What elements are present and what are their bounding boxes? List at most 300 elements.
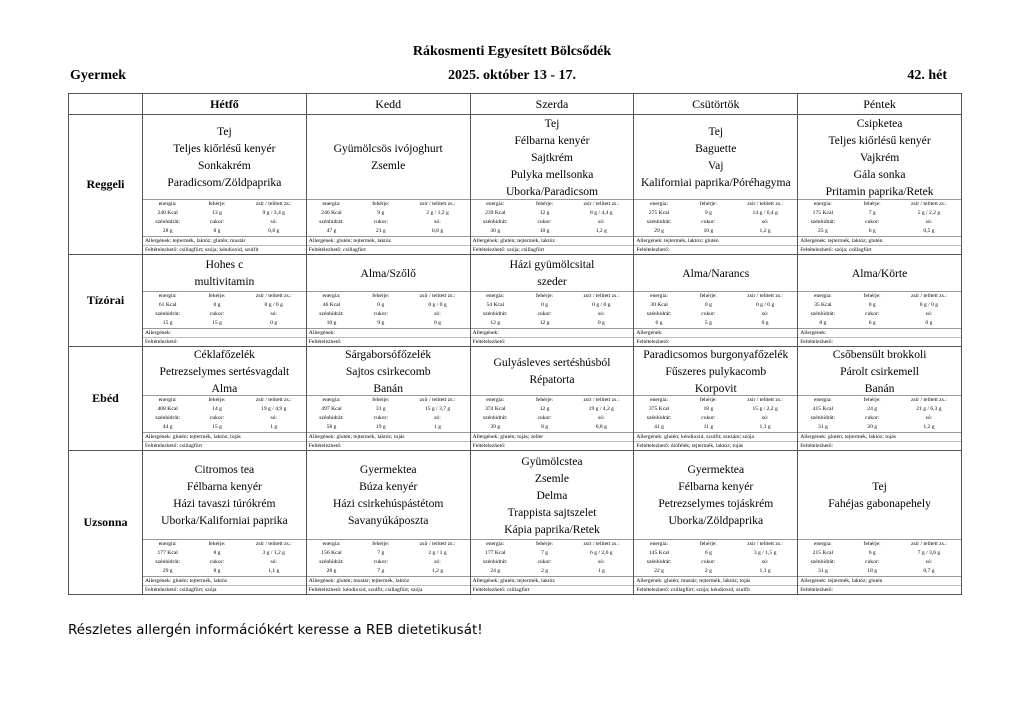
- carb-label: szénhidrát:: [155, 559, 180, 565]
- protein-label: fehérje:: [536, 293, 554, 299]
- protein-label: fehérje:: [863, 293, 881, 299]
- food-item: Pritamin paprika/Retek: [825, 184, 934, 198]
- sugar-label: cukor:: [865, 311, 880, 317]
- carb-label: szénhidrát:: [646, 559, 672, 565]
- food-list: [798, 255, 961, 291]
- salt-label: só:: [761, 219, 769, 225]
- food-list: [307, 451, 470, 539]
- food-list: [634, 255, 797, 291]
- salt-label: só:: [925, 415, 933, 421]
- salt-label: só:: [270, 311, 277, 317]
- protein-label: fehérje:: [699, 541, 717, 547]
- food-list: [634, 115, 797, 199]
- protein-label: fehérje:: [536, 397, 554, 403]
- protein-value: 0 g: [213, 302, 221, 308]
- food-list: [471, 255, 634, 291]
- sugar-label: cukor:: [701, 415, 716, 421]
- fat-label: zsír / telített zs.:: [583, 293, 620, 299]
- food-item: Zsemle: [371, 159, 406, 172]
- menu-cell: [798, 347, 962, 451]
- energy-label: energia:: [486, 397, 505, 403]
- protein-value: 12 g: [539, 406, 550, 412]
- energy-value: 408 Kcal: [157, 406, 178, 412]
- fat-value: 0 g / 0 g: [592, 302, 611, 308]
- protein-value: 0 g: [541, 302, 549, 308]
- possible-allergens: Feltételezhető: szója; csillagfürt: [471, 245, 634, 254]
- food-item: Répatorta: [529, 373, 575, 386]
- meal-row: [69, 451, 962, 595]
- protein-value: 18 g: [703, 406, 714, 412]
- protein-value: 7 g: [541, 550, 549, 556]
- protein-label: fehérje:: [536, 541, 554, 547]
- food-item: Csipketea: [856, 116, 903, 130]
- salt-label: só:: [270, 559, 277, 565]
- day-monday: Hétfő: [143, 94, 307, 115]
- possible-allergens: Feltételezhető:: [798, 585, 961, 594]
- sugar-value: 15 g: [212, 424, 222, 430]
- possible-allergens: Feltételezhető:: [798, 337, 961, 346]
- sugar-label: cukor:: [209, 559, 225, 565]
- energy-label: energia:: [486, 293, 505, 299]
- energy-label: energia:: [322, 397, 341, 403]
- sugar-label: cukor:: [865, 219, 880, 225]
- carb-value: 24 g: [490, 568, 501, 574]
- fat-label: zsír / telített zs.:: [911, 397, 947, 403]
- fat-label: zsír / telített zs.:: [419, 201, 456, 207]
- energy-value: 375 Kcal: [648, 406, 670, 412]
- food-item: Uborka/Paradicsom: [505, 184, 599, 198]
- menu-cell: [143, 451, 307, 595]
- salt-value: 1,2 g: [431, 568, 444, 574]
- fat-label: zsír / telített zs.:: [911, 541, 947, 547]
- nutrition-grid: [143, 539, 306, 576]
- carb-value: 29 g: [654, 228, 664, 234]
- salt-value: 0,5 g: [923, 228, 935, 234]
- food-item: Házi csirkehúspástétom: [332, 497, 444, 510]
- day-header-row: [69, 94, 962, 115]
- energy-value: 240 Kcal: [157, 210, 178, 216]
- salt-label: só:: [598, 311, 605, 317]
- carb-value: 39 g: [490, 424, 501, 430]
- food-item: Tej: [217, 125, 232, 138]
- carb-label: szénhidrát:: [646, 219, 672, 225]
- fat-label: zsír / telített zs.:: [747, 201, 783, 207]
- protein-label: fehérje:: [372, 201, 390, 207]
- salt-value: 0,8 g: [268, 228, 280, 234]
- sugar-label: cukor:: [537, 559, 552, 565]
- energy-label: energia:: [486, 541, 505, 547]
- sugar-value: 10 g: [539, 228, 550, 234]
- energy-label: energia:: [322, 293, 341, 299]
- sugar-value: 18 g: [867, 568, 878, 574]
- day-tuesday: Kedd: [306, 94, 470, 115]
- energy-label: energia:: [158, 293, 177, 299]
- day-wednesday: Szerda: [470, 94, 634, 115]
- sugar-label: cukor:: [537, 311, 552, 317]
- protein-value: 6 g: [704, 550, 712, 556]
- allergens: Allergének: glutén; tejtermék, laktóz: [471, 236, 634, 245]
- meal-row: [69, 347, 962, 451]
- menu-cell: [470, 115, 634, 255]
- energy-value: 35 Kcal: [814, 302, 832, 308]
- sugar-value: 10 g: [703, 228, 714, 234]
- fat-label: zsír / telített zs.:: [255, 397, 292, 403]
- protein-value: 6 g: [868, 550, 876, 556]
- energy-label: energia:: [650, 541, 669, 547]
- protein-value: 8 g: [213, 550, 221, 556]
- nutrition-grid: [798, 395, 961, 432]
- food-item: Gyermektea: [687, 463, 745, 476]
- protein-label: fehérje:: [208, 397, 226, 403]
- food-item: Pulyka mellsonka: [510, 167, 594, 181]
- carb-value: 31 g: [817, 424, 828, 430]
- fat-value: 0 g / 0 g: [755, 302, 775, 308]
- sugar-value: 15 g: [212, 320, 222, 326]
- menu-cell: [798, 115, 962, 255]
- allergens: Allergének: tejtermék, laktóz; glutén: [634, 236, 797, 245]
- food-item: szeder: [537, 275, 567, 288]
- food-item: Uborka/Zöldpaprika: [668, 514, 764, 527]
- energy-value: 177 Kcal: [157, 550, 178, 556]
- sugar-value: 9 g: [377, 320, 385, 326]
- carb-value: 29 g: [162, 568, 173, 574]
- food-item: Gyermektea: [359, 463, 417, 476]
- energy-value: 246 Kcal: [321, 210, 342, 216]
- possible-allergens: Feltételezhető: csillagfürt; szója; kéndioxid, szulfit: [634, 585, 797, 594]
- energy-value: 54 Kcal: [486, 302, 505, 308]
- fat-label: zsír / telített zs.:: [255, 293, 292, 299]
- carb-value: 6 g: [655, 320, 663, 326]
- food-item: Uborka/Kaliforniai paprika: [161, 514, 288, 527]
- carb-value: 41 g: [654, 424, 664, 430]
- allergens: Allergének: glutén; tejtermék, laktóz: [471, 576, 634, 585]
- possible-allergens: Feltételezhető: csillagfürt: [471, 585, 634, 594]
- menu-cell: [634, 255, 798, 347]
- sugar-label: cukor:: [537, 219, 552, 225]
- carb-value: 8 g: [819, 320, 827, 326]
- possible-allergens: Feltételezhető:: [307, 441, 470, 450]
- food-list: [143, 451, 306, 539]
- food-item: Alma/Szőlő: [360, 266, 416, 280]
- energy-value: 145 Kcal: [648, 550, 670, 556]
- salt-value: 0 g: [270, 320, 278, 326]
- sugar-value: 8 g: [213, 228, 221, 234]
- salt-label: só:: [598, 559, 605, 565]
- food-item: Gulyásleves sertéshúsból: [493, 356, 611, 369]
- salt-label: só:: [434, 415, 441, 421]
- allergens: Allergének: tejtermék, laktóz; glutén: [798, 576, 961, 585]
- food-item: Banán: [373, 381, 403, 395]
- allergens: Allergének: glutén; tejtermék, laktóz; tojás: [798, 432, 961, 441]
- carb-label: szénhidrát:: [319, 559, 344, 565]
- salt-value: 0 g: [597, 320, 605, 326]
- carb-label: szénhidrát:: [482, 415, 508, 421]
- fat-label: zsír / telített zs.:: [419, 293, 456, 299]
- menu-cell: [306, 347, 470, 451]
- fat-value: 19 g / 4,9 g: [261, 406, 287, 412]
- food-item: Petrezselymes tojáskrém: [658, 497, 774, 510]
- energy-label: energia:: [486, 201, 505, 207]
- energy-label: energia:: [158, 541, 177, 547]
- energy-value: 156 Kcal: [321, 550, 342, 556]
- fat-label: zsír / telített zs.:: [747, 541, 783, 547]
- protein-value: 14 g: [212, 406, 222, 412]
- energy-value: 61 Kcal: [158, 302, 177, 308]
- meal-name: Ebéd: [69, 347, 143, 451]
- food-item: Kaliforniai paprika/Póréhagyma: [640, 176, 791, 189]
- food-item: Tej: [872, 480, 887, 493]
- possible-allergens: Feltételezhető: csillagfürt: [143, 441, 306, 450]
- carb-label: szénhidrát:: [646, 311, 672, 317]
- fat-value: 9 g / 3,4 g: [262, 210, 285, 216]
- food-item: Paradicsom/Zöldpaprika: [167, 176, 282, 189]
- nutrition-grid: [307, 395, 470, 432]
- sugar-value: 6 g: [868, 228, 876, 234]
- food-list: [307, 347, 470, 395]
- food-item: Paradicsomos burgonyafőzelék: [643, 347, 789, 361]
- allergens: Allergének:: [143, 328, 306, 337]
- nutrition-grid: [634, 291, 797, 328]
- sugar-label: cukor:: [865, 559, 880, 565]
- possible-allergens: Feltételezhető:: [307, 337, 470, 346]
- carb-label: szénhidrát:: [482, 219, 508, 225]
- fat-label: zsír / telített zs.:: [583, 201, 620, 207]
- protein-value: 24 g: [867, 406, 878, 412]
- sugar-label: cukor:: [701, 311, 716, 317]
- nutrition-grid: [307, 199, 470, 236]
- food-item: Teljes kiőrlésű kenyér: [173, 142, 276, 155]
- food-item: Csőbensült brokkoli: [832, 347, 927, 361]
- food-item: Házi tavaszi túrókrém: [173, 497, 276, 510]
- protein-label: fehérje:: [863, 541, 881, 547]
- sugar-label: cukor:: [373, 311, 388, 317]
- fat-label: zsír / telített zs.:: [911, 293, 947, 299]
- fat-value: 5 g / 2,2 g: [917, 210, 941, 216]
- food-item: Hohes c: [205, 258, 244, 271]
- salt-value: 1,1 g: [759, 424, 771, 430]
- footer-note: Részletes allergén információkért keresse a REB dietetikusát!: [68, 622, 483, 638]
- sugar-label: cukor:: [865, 415, 880, 421]
- food-item: Sonkakrém: [197, 159, 251, 172]
- food-item: Alma/Narancs: [682, 266, 750, 280]
- menu-cell: [634, 115, 798, 255]
- day-friday: Péntek: [798, 94, 962, 115]
- fat-label: zsír / telített zs.:: [911, 201, 947, 207]
- food-list: [471, 347, 634, 395]
- salt-label: só:: [270, 219, 277, 225]
- food-item: Sárgaborsófőzelék: [345, 347, 432, 361]
- sugar-value: 8 g: [213, 568, 221, 574]
- salt-label: só:: [598, 219, 605, 225]
- possible-allergens: Feltételezhető: diófélék; tejtermék, laktóz; tojás: [634, 441, 797, 450]
- sugar-label: cukor:: [373, 415, 388, 421]
- fat-label: zsír / telített zs.:: [747, 293, 783, 299]
- energy-label: energia:: [158, 201, 177, 207]
- salt-value: 1 g: [270, 424, 278, 430]
- fat-value: 0 g / 0 g: [264, 302, 283, 308]
- salt-value: 0 g: [434, 320, 442, 326]
- menu-cell: [306, 451, 470, 595]
- carb-value: 58 g: [326, 424, 337, 430]
- possible-allergens: Feltételezhető: csillagfürt; szója: [143, 585, 306, 594]
- protein-label: fehérje:: [208, 293, 226, 299]
- salt-label: só:: [270, 415, 277, 421]
- salt-value: 0 g: [925, 320, 933, 326]
- food-item: Félbarna kenyér: [514, 133, 590, 147]
- carb-label: szénhidrát:: [155, 415, 180, 421]
- possible-allergens: Feltételezhető:: [471, 441, 634, 450]
- food-item: Savanyúkáposzta: [347, 514, 429, 527]
- food-item: Banán: [864, 381, 895, 395]
- nutrition-grid: [634, 199, 797, 236]
- salt-label: só:: [761, 559, 769, 565]
- sugar-value: 7 g: [377, 568, 385, 574]
- page-title: Rákosmenti Egyesített Bölcsődék: [412, 44, 612, 59]
- food-list: [634, 451, 797, 539]
- protein-label: fehérje:: [372, 293, 390, 299]
- nutrition-grid: [307, 291, 470, 328]
- food-list: [798, 347, 961, 395]
- food-item: Tej: [544, 116, 560, 130]
- food-item: Petrezselymes sertésvagdalt: [159, 364, 290, 378]
- possible-allergens: Feltételezhető: kéndioxid, szulfit; csillagfürt; szója: [307, 585, 470, 594]
- fat-value: 15 g / 2,2 g: [752, 406, 778, 412]
- fat-value: 19 g / 4,2 g: [588, 406, 614, 412]
- salt-label: só:: [434, 219, 441, 225]
- food-item: Félbarna kenyér: [186, 480, 262, 493]
- sugar-label: cukor:: [209, 311, 225, 317]
- energy-value: 415 Kcal: [812, 406, 834, 412]
- carb-value: 28 g: [326, 568, 337, 574]
- menu-cell: [306, 115, 470, 255]
- fat-value: 7 g / 3,6 g: [917, 550, 941, 556]
- fat-value: 21 g / 6,3 g: [916, 406, 942, 412]
- energy-label: energia:: [158, 397, 177, 403]
- food-item: Kápia paprika/Retek: [504, 522, 600, 536]
- food-list: [798, 115, 961, 199]
- fat-value: 15 g / 3,7 g: [424, 406, 451, 412]
- allergens: Allergének:: [634, 328, 797, 337]
- sugar-value: 2 g: [541, 568, 549, 574]
- nutrition-grid: [798, 539, 961, 576]
- food-item: Gála sonka: [853, 167, 906, 181]
- sugar-value: 6 g: [868, 320, 876, 326]
- sugar-value: 5 g: [704, 320, 712, 326]
- energy-label: energia:: [322, 201, 341, 207]
- energy-label: energia:: [650, 397, 669, 403]
- menu-cell: [634, 451, 798, 595]
- fat-value: 0 g / 0 g: [919, 302, 939, 308]
- carb-value: 30 g: [490, 228, 501, 234]
- carb-value: 22 g: [654, 568, 664, 574]
- food-item: Vajkrém: [859, 150, 900, 164]
- sugar-label: cukor:: [701, 559, 716, 565]
- food-item: Céklafőzelék: [193, 347, 255, 361]
- salt-value: 0,8 g: [431, 228, 444, 234]
- salt-value: 1 g: [597, 568, 605, 574]
- nutrition-grid: [798, 199, 961, 236]
- protein-value: 0 g: [377, 302, 385, 308]
- salt-label: só:: [925, 311, 933, 317]
- food-item: Tej: [708, 125, 724, 138]
- protein-value: 13 g: [212, 210, 222, 216]
- salt-label: só:: [925, 219, 933, 225]
- protein-label: fehérje:: [208, 201, 226, 207]
- salt-label: só:: [434, 311, 441, 317]
- meal-row: [69, 255, 962, 347]
- fat-value: 14 g / 6,4 g: [752, 210, 778, 216]
- protein-label: fehérje:: [536, 201, 554, 207]
- carb-value: 10 g: [326, 320, 337, 326]
- sugar-value: 11 g: [703, 424, 714, 430]
- meal-name: Reggeli: [69, 115, 143, 255]
- salt-value: 0,7 g: [923, 568, 935, 574]
- food-list: [471, 451, 634, 539]
- protein-label: fehérje:: [699, 201, 717, 207]
- day-thursday: Csütörtök: [634, 94, 798, 115]
- fat-label: zsír / telített zs.:: [255, 201, 292, 207]
- carb-value: 44 g: [162, 424, 173, 430]
- protein-value: 0 g: [868, 302, 876, 308]
- food-item: Fűszeres pulykacomb: [665, 364, 767, 378]
- food-list: [143, 347, 306, 395]
- fat-value: 6 g / 2,6 g: [590, 550, 613, 556]
- food-list: [307, 115, 470, 199]
- fat-value: 2 g / 1,2 g: [426, 210, 449, 216]
- nutrition-grid: [307, 539, 470, 576]
- food-list: [143, 255, 306, 291]
- salt-value: 1,2 g: [923, 424, 935, 430]
- menu-cell: [306, 255, 470, 347]
- carb-value: 12 g: [490, 320, 501, 326]
- nutrition-grid: [471, 291, 634, 328]
- sugar-label: cukor:: [701, 219, 716, 225]
- carb-label: szénhidrát:: [155, 219, 180, 225]
- carb-label: szénhidrát:: [810, 415, 836, 421]
- menu-cell: [798, 255, 962, 347]
- food-list: [143, 115, 306, 199]
- energy-label: energia:: [650, 293, 669, 299]
- fat-label: zsír / telített zs.:: [747, 397, 783, 403]
- sugar-label: cukor:: [537, 415, 552, 421]
- salt-label: só:: [761, 415, 769, 421]
- carb-label: szénhidrát:: [646, 415, 672, 421]
- allergens: Allergének: glutén; tejtermék, laktóz; tojás: [307, 432, 470, 441]
- sugar-label: cukor:: [373, 559, 388, 565]
- protein-label: fehérje:: [699, 293, 717, 299]
- salt-label: só:: [434, 559, 441, 565]
- energy-value: 177 Kcal: [485, 550, 506, 556]
- food-item: multivitamin: [194, 275, 255, 288]
- menu-cell: [470, 451, 634, 595]
- menu-table: [68, 93, 962, 595]
- nutrition-grid: [471, 395, 634, 432]
- sugar-label: cukor:: [209, 415, 225, 421]
- possible-allergens: Feltételezhető:: [634, 245, 797, 254]
- salt-value: 1 g: [434, 424, 442, 430]
- energy-value: 374 Kcal: [485, 406, 506, 412]
- food-item: Sajtos csirkecomb: [345, 364, 431, 378]
- protein-value: 9 g: [377, 210, 385, 216]
- energy-label: energia:: [813, 293, 832, 299]
- allergens: Allergének: glutén; tejtermék, laktóz: [143, 576, 306, 585]
- food-list: [634, 347, 797, 395]
- menu-cell: [143, 255, 307, 347]
- possible-allergens: Feltételezhető:: [143, 337, 306, 346]
- menu-cell: [798, 451, 962, 595]
- nutrition-grid: [471, 199, 634, 236]
- food-item: Delma: [536, 488, 568, 502]
